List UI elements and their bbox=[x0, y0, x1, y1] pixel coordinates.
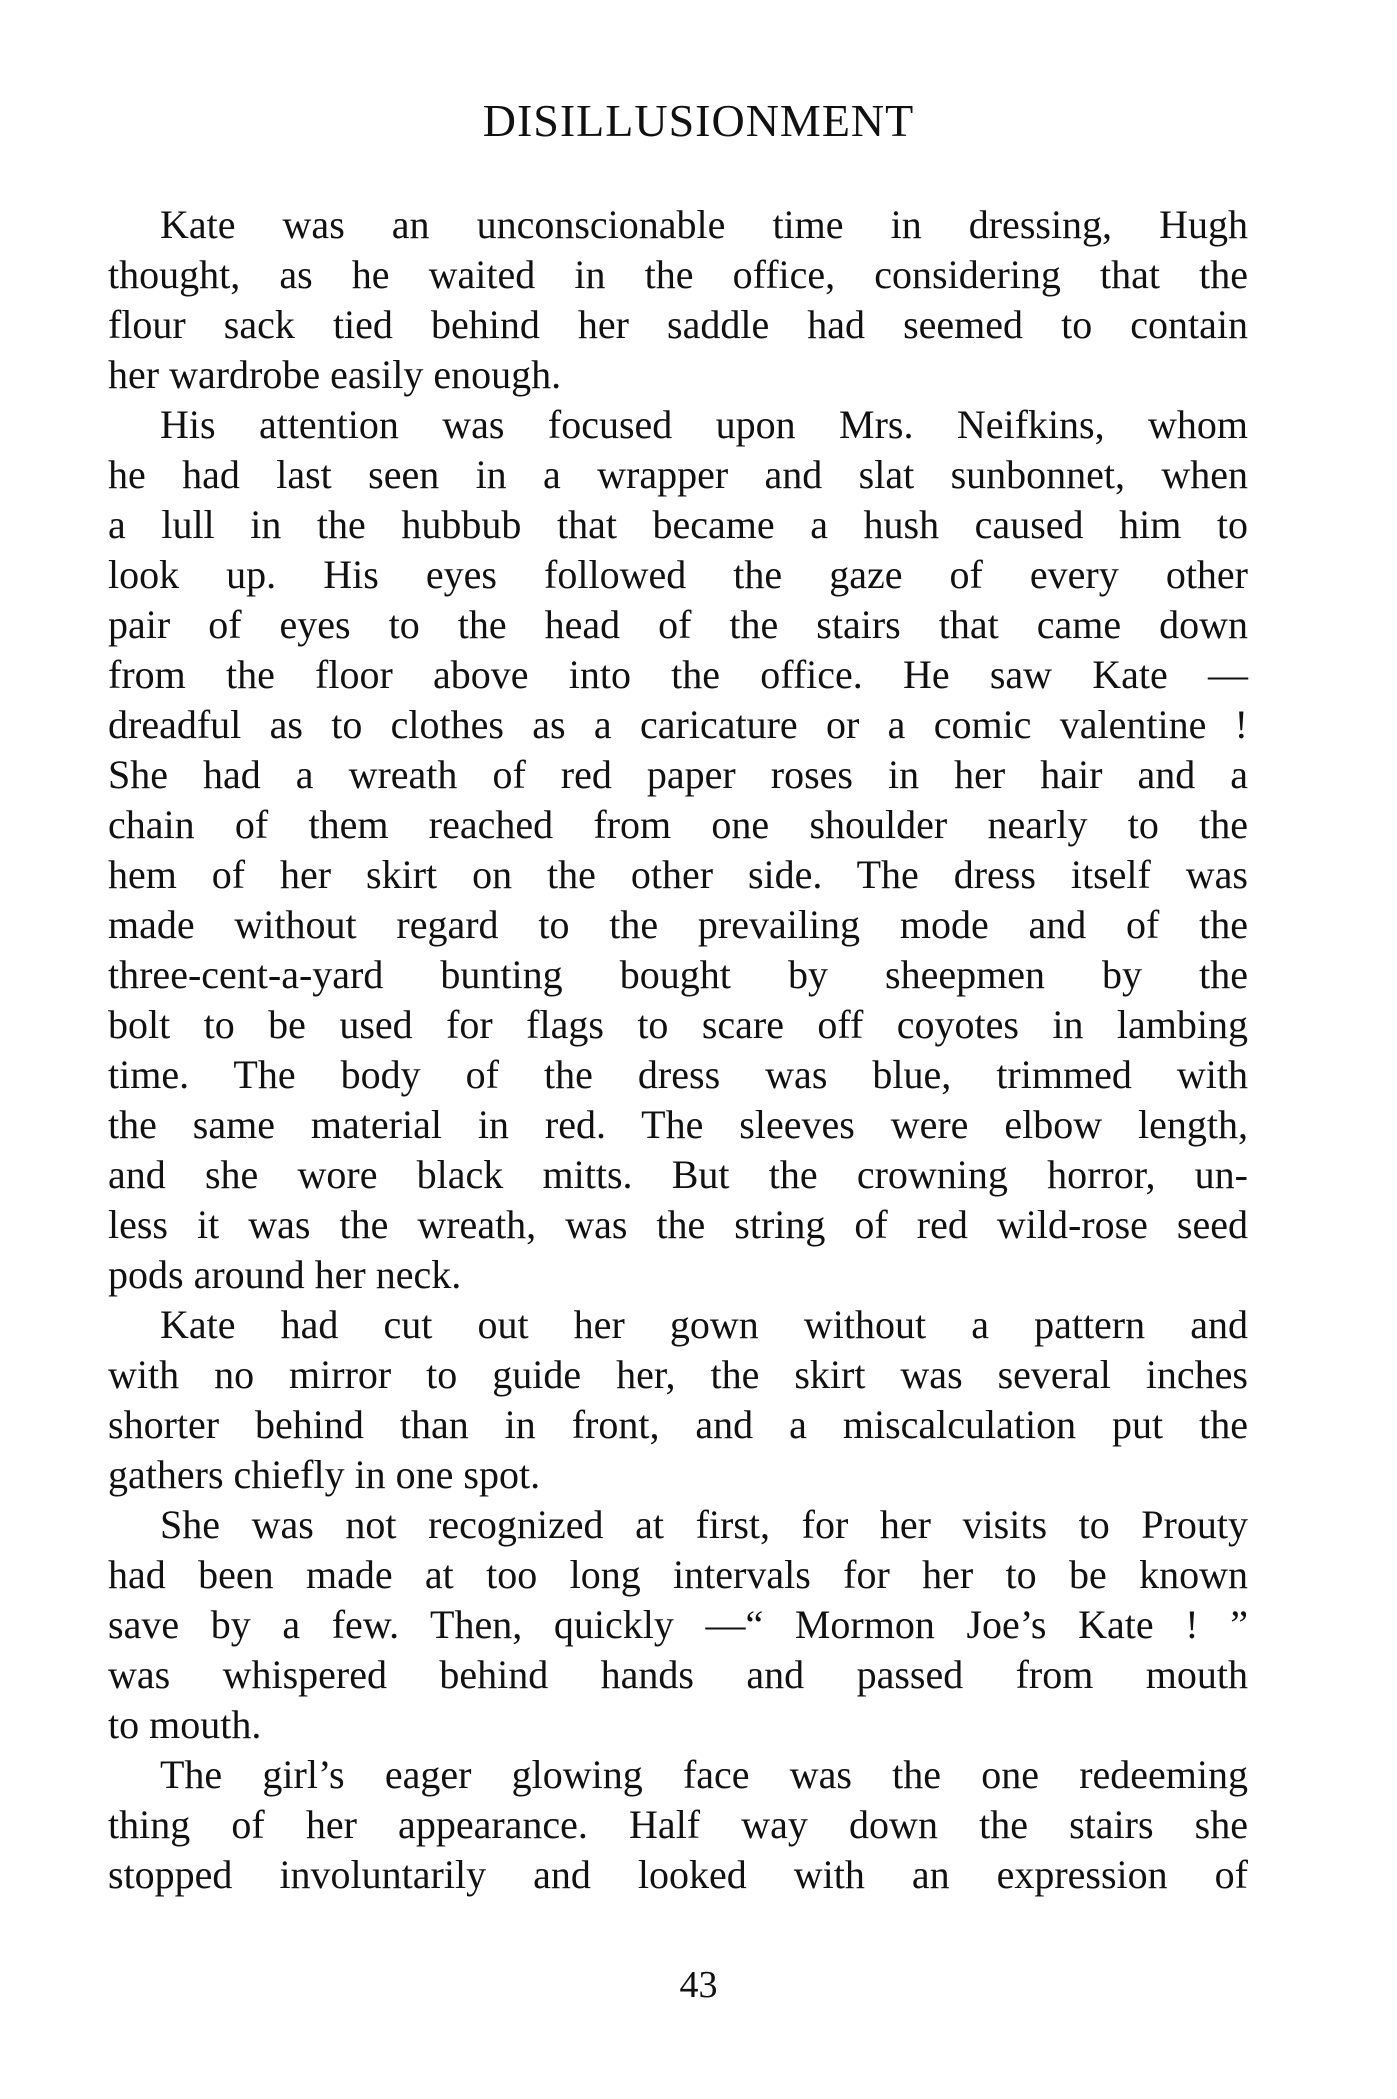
text-line: thing of her appearance. Half way down the stairs she bbox=[108, 1802, 1248, 1847]
paragraph bbox=[108, 200, 1248, 400]
text-line: save by a few. Then, quickly —“ Mormon Joe’s Kate ! ” bbox=[108, 1602, 1248, 1647]
text-line: to mouth. bbox=[108, 1702, 262, 1747]
text-line: His attention was focused upon Mrs. Neifkins, whom bbox=[160, 402, 1248, 447]
text-line: her wardrobe easily enough. bbox=[108, 352, 562, 397]
body-text bbox=[108, 200, 1248, 1900]
text-line: dreadful as to clothes as a caricature or a comic valentine ! bbox=[108, 702, 1248, 747]
text-line: a lull in the hubbub that became a hush caused him to bbox=[108, 502, 1248, 547]
paragraph bbox=[108, 1500, 1248, 1750]
paragraph bbox=[108, 1750, 1248, 1900]
text-line: and she wore black mitts. But the crowning horror, un- bbox=[108, 1152, 1248, 1197]
text-line: look up. His eyes followed the gaze of every other bbox=[108, 552, 1248, 597]
text-line: chain of them reached from one shoulder nearly to the bbox=[108, 802, 1248, 847]
text-line: gathers chiefly in one spot. bbox=[108, 1452, 541, 1497]
text-line: Kate had cut out her gown without a pattern and bbox=[160, 1302, 1248, 1347]
text-line: stopped involuntarily and looked with an expression of bbox=[108, 1852, 1248, 1897]
text-line: hem of her skirt on the other side. The dress itself was bbox=[108, 852, 1248, 897]
paragraph bbox=[108, 400, 1248, 1300]
text-line: thought, as he waited in the office, considering that the bbox=[108, 252, 1248, 297]
paragraph bbox=[108, 1300, 1248, 1500]
text-line: the same material in red. The sleeves were elbow length, bbox=[108, 1102, 1248, 1147]
page-number: 43 bbox=[679, 1964, 718, 2006]
text-line: The girl’s eager glowing face was the one redeeming bbox=[160, 1752, 1248, 1797]
text-line: time. The body of the dress was blue, trimmed with bbox=[108, 1052, 1248, 1097]
text-line: pair of eyes to the head of the stairs that came down bbox=[108, 602, 1248, 647]
text-line: Kate was an unconscionable time in dressing, Hugh bbox=[160, 202, 1248, 247]
text-line: less it was the wreath, was the string of red wild-rose seed bbox=[108, 1202, 1248, 1247]
running-head: DISILLUSIONMENT bbox=[482, 95, 915, 146]
text-line: bolt to be used for flags to scare off coyotes in lambing bbox=[108, 1002, 1248, 1047]
text-line: with no mirror to guide her, the skirt was several inches bbox=[108, 1352, 1248, 1397]
text-line: She had a wreath of red paper roses in her hair and a bbox=[108, 752, 1248, 797]
text-line: he had last seen in a wrapper and slat sunbonnet, when bbox=[108, 452, 1248, 497]
text-line: flour sack tied behind her saddle had seemed to contain bbox=[108, 302, 1248, 347]
text-line: pods around her neck. bbox=[108, 1252, 462, 1297]
text-line: three-cent-a-yard bunting bought by sheepmen by the bbox=[108, 952, 1248, 997]
text-line: made without regard to the prevailing mode and of the bbox=[108, 902, 1248, 947]
text-line: She was not recognized at first, for her visits to Prouty bbox=[160, 1502, 1248, 1547]
text-line: shorter behind than in front, and a miscalculation put the bbox=[108, 1402, 1248, 1447]
text-line: from the floor above into the office. He saw Kate — bbox=[108, 652, 1248, 697]
text-line: was whispered behind hands and passed from mouth bbox=[108, 1652, 1248, 1697]
text-line: had been made at too long intervals for her to be known bbox=[108, 1552, 1248, 1597]
